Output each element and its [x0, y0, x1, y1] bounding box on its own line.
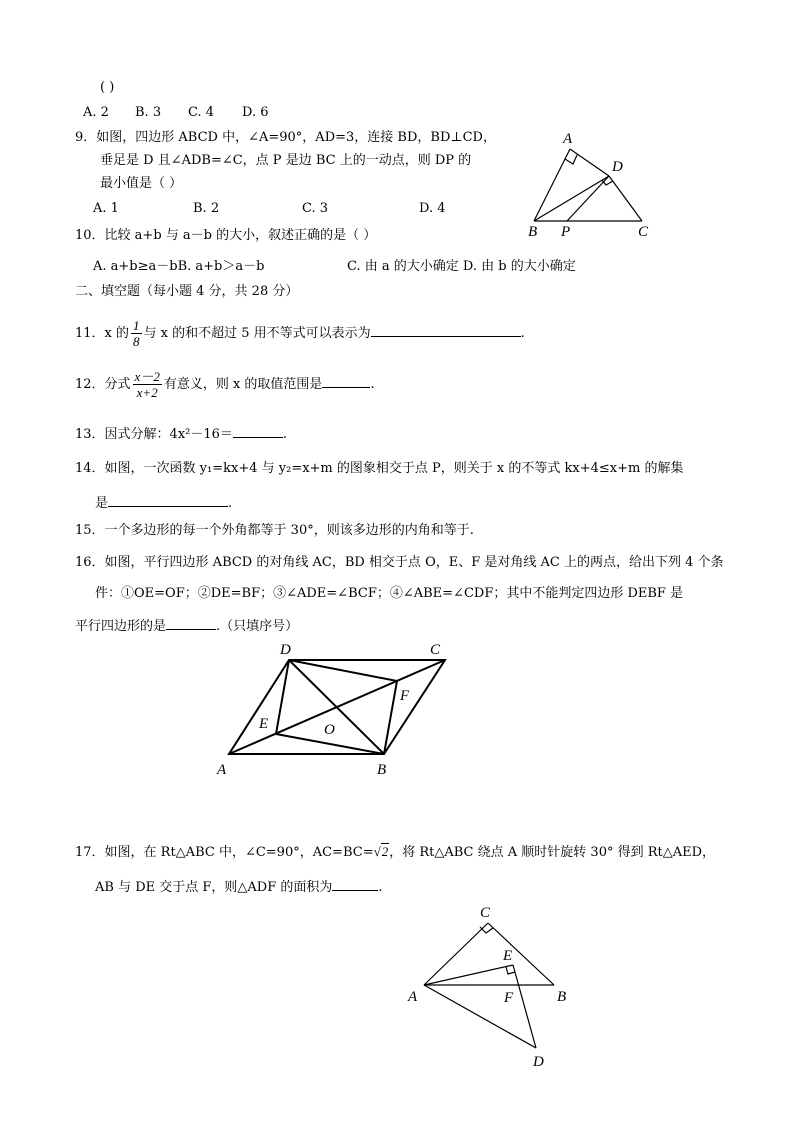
q12-end: . — [370, 377, 375, 392]
q9-label-a: A — [563, 131, 573, 147]
q17-label-f: F — [504, 990, 514, 1006]
q12-prefix: 12．分式 — [75, 377, 131, 392]
q12-suffix: 有意义，则 x 的取值范围是 — [163, 377, 323, 392]
q12 — [75, 369, 375, 400]
q16-label-c: C — [430, 642, 441, 658]
q9-option-a: A. 1 — [93, 201, 119, 216]
q16-label-a: A — [217, 762, 227, 778]
q17-label-d: D — [533, 1054, 544, 1070]
q17-sqrt: √2 — [373, 844, 389, 859]
q11-answer-blank[interactable] — [371, 324, 521, 337]
q16-line3-end: .（只填序号） — [216, 619, 299, 634]
q16-answer-blank[interactable] — [166, 617, 216, 630]
q9-label-c: C — [638, 224, 649, 240]
q14-line1: 14．如图，一次函数 y₁=kx+4 与 y₂=x+m 的图象相交于点 P，则关于 x 的不等式 kx+4≤x+m 的解集 — [75, 461, 684, 476]
q12-fraction — [133, 369, 162, 400]
q9-option-d: D. 4 — [419, 201, 446, 216]
q11 — [75, 318, 525, 349]
q8-option-d: D. 6 — [242, 105, 269, 120]
q9-line3: 最小值是（ ） — [100, 176, 183, 191]
q9-option-b: B. 2 — [193, 201, 220, 216]
q9-line2: 垂足是 D 且∠ADB=∠C，点 P 是边 BC 上的一动点，则 DP 的 — [100, 153, 472, 168]
q17-line2 — [95, 878, 383, 896]
q13 — [75, 425, 287, 443]
q8-option-a: A. 2 — [83, 105, 109, 120]
q9-label-d: D — [612, 159, 623, 175]
q11-denominator: 8 — [133, 334, 140, 349]
q9-figure — [520, 128, 660, 240]
q14-end: . — [228, 496, 233, 511]
q16-label-o: O — [324, 722, 335, 738]
q16-label-b: B — [377, 762, 387, 778]
q9-label-p: P — [561, 224, 571, 240]
q14-line2 — [95, 494, 232, 512]
q17-answer-blank[interactable] — [332, 878, 378, 891]
q16-line3 — [75, 617, 298, 635]
q17-line1a: 17．如图，在 Rt△ABC 中，∠C=90°，AC=BC= — [75, 845, 374, 860]
q17-figure — [400, 898, 590, 1076]
q9-option-c: C. 3 — [302, 201, 329, 216]
q12-denominator: x+2 — [136, 385, 158, 400]
q12-answer-blank[interactable] — [322, 375, 370, 388]
q16-label-f: F — [400, 688, 410, 704]
q17-end: . — [378, 880, 383, 895]
q11-end: . — [520, 326, 525, 341]
q16-label-d: D — [280, 642, 291, 658]
q17-label-a: A — [408, 989, 418, 1005]
q14-line2-text: 是 — [95, 496, 109, 511]
q10-line1: 10．比较 a+b 与 a－b 的大小，叙述正确的是（ ） — [75, 228, 377, 243]
q14-answer-blank[interactable] — [108, 494, 228, 507]
q11-fraction — [131, 318, 142, 349]
q11-prefix: 11．x 的 — [75, 326, 130, 341]
q17-label-c: C — [480, 905, 491, 921]
q8-option-c: C. 4 — [188, 105, 215, 120]
section-heading-fill-in: 二、填空题（每小题 4 分，共 28 分） — [75, 284, 299, 299]
q8-answer-paren: ( ) — [100, 80, 115, 95]
q8-option-b: B. 3 — [135, 105, 162, 120]
q16-line1: 16．如图，平行四边形 ABCD 的对角线 AC，BD 相交于点 O，E、F 是对角线 AC 上的两点，给出下列 4 个条 — [75, 555, 724, 570]
q17-sqrt-radicand: 2 — [381, 844, 389, 859]
q13-answer-blank[interactable] — [233, 425, 283, 438]
q13-end: . — [282, 427, 288, 442]
q11-suffix: 与 x 的和不超过 5 用不等式可以表示为 — [143, 326, 371, 341]
q10-options-cd: C. 由 a 的大小确定 D. 由 b 的大小确定 — [347, 259, 576, 274]
q13-text: 13．因式分解：4x²－16＝ — [75, 427, 233, 442]
q17-label-b: B — [557, 989, 567, 1005]
q10-options-ab: A. a+b≥a－bB. a+b＞a－b — [93, 259, 265, 274]
q17-line1b: ，将 Rt△ABC 绕点 A 顺时针旋转 30° 得到 Rt△AED， — [389, 845, 716, 860]
q16-line2: 件：①OE=OF；②DE=BF；③∠ADE=∠BCF；④∠ABE=∠CDF；其中不能判定四边形 DEBF 是 — [95, 586, 684, 601]
q17-line1 — [75, 842, 715, 863]
q9-label-b: B — [528, 224, 538, 240]
q15: 15．一个多边形的每一个外角都等于 30°，则该多边形的内角和等于. — [75, 523, 474, 538]
q12-numerator: x－2 — [134, 369, 160, 384]
q16-figure — [212, 636, 462, 784]
q16-label-e: E — [259, 716, 269, 732]
q9-line1: 9．如图，四边形 ABCD 中，∠A=90°，AD=3，连接 BD，BD⊥CD， — [75, 130, 496, 145]
q17-line2-text: AB 与 DE 交于点 F，则△ADF 的面积为 — [95, 880, 333, 895]
q11-numerator: 1 — [133, 318, 140, 333]
q17-label-e: E — [503, 948, 513, 964]
q16-line3-text: 平行四边形的是 — [75, 619, 167, 634]
